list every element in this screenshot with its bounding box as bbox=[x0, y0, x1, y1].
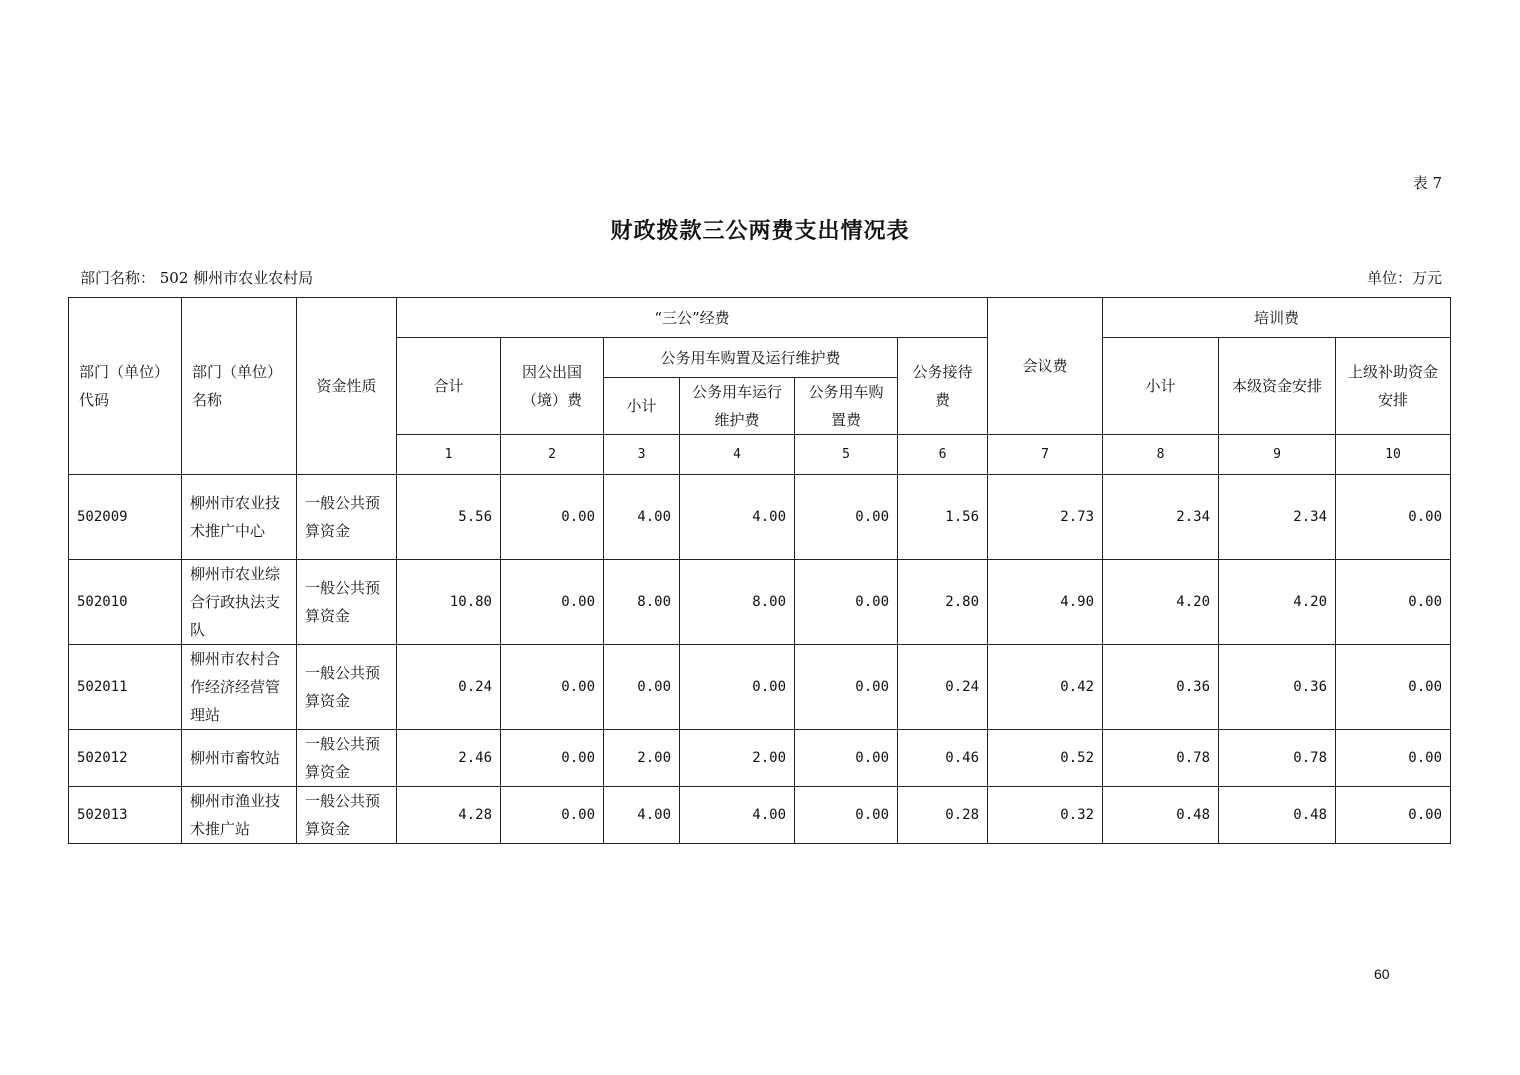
unit-code: 502010 bbox=[69, 560, 182, 645]
value-meeting: 2.73 bbox=[988, 475, 1103, 560]
header-reception: 公务接待费 bbox=[898, 338, 988, 435]
table-row bbox=[69, 475, 1451, 560]
value-reception: 0.46 bbox=[898, 730, 988, 787]
unit-name: 柳州市农业技术推广中心 bbox=[182, 475, 297, 560]
value-car-purchase: 0.00 bbox=[795, 787, 898, 844]
value-training-subtotal: 2.34 bbox=[1103, 475, 1219, 560]
header-car: 公务用车购置及运行维护费 bbox=[604, 338, 898, 378]
unit-code: 502013 bbox=[69, 787, 182, 844]
value-training-upper: 0.00 bbox=[1336, 730, 1451, 787]
value-total: 4.28 bbox=[397, 787, 501, 844]
unit-code: 502009 bbox=[69, 475, 182, 560]
header-meeting: 会议费 bbox=[988, 298, 1103, 435]
value-abroad: 0.00 bbox=[501, 645, 604, 730]
header-training-subtotal: 小计 bbox=[1103, 338, 1219, 435]
table-row bbox=[69, 730, 1451, 787]
value-training-upper: 0.00 bbox=[1336, 645, 1451, 730]
header-sangong: “三公”经费 bbox=[397, 298, 988, 338]
value-training-local: 4.20 bbox=[1219, 560, 1336, 645]
value-abroad: 0.00 bbox=[501, 730, 604, 787]
value-training-local: 0.48 bbox=[1219, 787, 1336, 844]
header-code: 部门（单位）代码 bbox=[69, 298, 182, 475]
unit-name: 柳州市畜牧站 bbox=[182, 730, 297, 787]
value-training-upper: 0.00 bbox=[1336, 475, 1451, 560]
page-number: 60 bbox=[1374, 966, 1390, 982]
column-index: 5 bbox=[795, 435, 898, 475]
value-reception: 0.24 bbox=[898, 645, 988, 730]
page-title: 财政拨款三公两费支出情况表 bbox=[610, 219, 910, 244]
value-meeting: 4.90 bbox=[988, 560, 1103, 645]
value-abroad: 0.00 bbox=[501, 560, 604, 645]
column-index: 2 bbox=[501, 435, 604, 475]
value-car-subtotal: 4.00 bbox=[604, 787, 680, 844]
fund-nature: 一般公共预算资金 bbox=[297, 560, 397, 645]
column-index: 9 bbox=[1219, 435, 1336, 475]
value-reception: 2.80 bbox=[898, 560, 988, 645]
value-meeting: 0.32 bbox=[988, 787, 1103, 844]
value-training-subtotal: 4.20 bbox=[1103, 560, 1219, 645]
fund-nature: 一般公共预算资金 bbox=[297, 730, 397, 787]
column-index: 3 bbox=[604, 435, 680, 475]
table-number: 表 7 bbox=[1412, 174, 1442, 192]
value-car-subtotal: 2.00 bbox=[604, 730, 680, 787]
header-car-purchase: 公务用车购置费 bbox=[795, 378, 898, 435]
value-car-purchase: 0.00 bbox=[795, 730, 898, 787]
header-name: 部门（单位）名称 bbox=[182, 298, 297, 475]
value-reception: 0.28 bbox=[898, 787, 988, 844]
value-car-subtotal: 4.00 bbox=[604, 475, 680, 560]
table-row bbox=[69, 560, 1451, 645]
value-car-subtotal: 0.00 bbox=[604, 645, 680, 730]
header-car-operation: 公务用车运行维护费 bbox=[680, 378, 795, 435]
fund-nature: 一般公共预算资金 bbox=[297, 787, 397, 844]
header-training-local: 本级资金安排 bbox=[1219, 338, 1336, 435]
header-abroad: 因公出国（境）费 bbox=[501, 338, 604, 435]
value-training-upper: 0.00 bbox=[1336, 787, 1451, 844]
header-nature: 资金性质 bbox=[297, 298, 397, 475]
column-index: 8 bbox=[1103, 435, 1219, 475]
value-total: 0.24 bbox=[397, 645, 501, 730]
value-reception: 1.56 bbox=[898, 475, 988, 560]
value-training-local: 2.34 bbox=[1219, 475, 1336, 560]
department-label: 部门名称： 502 柳州市农业农村局 bbox=[80, 269, 314, 287]
fund-nature: 一般公共预算资金 bbox=[297, 645, 397, 730]
column-index: 4 bbox=[680, 435, 795, 475]
header-training: 培训费 bbox=[1103, 298, 1451, 338]
header-training-upper: 上级补助资金安排 bbox=[1336, 338, 1451, 435]
value-training-upper: 0.00 bbox=[1336, 560, 1451, 645]
value-car-purchase: 0.00 bbox=[795, 475, 898, 560]
value-car-operation: 2.00 bbox=[680, 730, 795, 787]
value-training-local: 0.36 bbox=[1219, 645, 1336, 730]
unit-name: 柳州市农业综合行政执法支队 bbox=[182, 560, 297, 645]
value-car-subtotal: 8.00 bbox=[604, 560, 680, 645]
unit-name: 柳州市渔业技术推广站 bbox=[182, 787, 297, 844]
value-car-purchase: 0.00 bbox=[795, 645, 898, 730]
value-abroad: 0.00 bbox=[501, 475, 604, 560]
value-training-subtotal: 0.36 bbox=[1103, 645, 1219, 730]
value-training-local: 0.78 bbox=[1219, 730, 1336, 787]
value-car-operation: 0.00 bbox=[680, 645, 795, 730]
unit-label: 单位：万元 bbox=[1366, 269, 1442, 287]
expense-table bbox=[68, 297, 1451, 844]
unit-name: 柳州市农村合作经济经营管理站 bbox=[182, 645, 297, 730]
column-index: 10 bbox=[1336, 435, 1451, 475]
column-index: 1 bbox=[397, 435, 501, 475]
unit-code: 502012 bbox=[69, 730, 182, 787]
fund-nature: 一般公共预算资金 bbox=[297, 475, 397, 560]
value-total: 10.80 bbox=[397, 560, 501, 645]
value-training-subtotal: 0.48 bbox=[1103, 787, 1219, 844]
header-car-subtotal: 小计 bbox=[604, 378, 680, 435]
table-row bbox=[69, 645, 1451, 730]
value-car-operation: 8.00 bbox=[680, 560, 795, 645]
table-row bbox=[69, 787, 1451, 844]
column-index: 7 bbox=[988, 435, 1103, 475]
header-total: 合计 bbox=[397, 338, 501, 435]
value-total: 2.46 bbox=[397, 730, 501, 787]
value-training-subtotal: 0.78 bbox=[1103, 730, 1219, 787]
value-car-operation: 4.00 bbox=[680, 787, 795, 844]
column-index: 6 bbox=[898, 435, 988, 475]
value-meeting: 0.52 bbox=[988, 730, 1103, 787]
value-car-purchase: 0.00 bbox=[795, 560, 898, 645]
value-total: 5.56 bbox=[397, 475, 501, 560]
value-car-operation: 4.00 bbox=[680, 475, 795, 560]
unit-code: 502011 bbox=[69, 645, 182, 730]
value-abroad: 0.00 bbox=[501, 787, 604, 844]
value-meeting: 0.42 bbox=[988, 645, 1103, 730]
